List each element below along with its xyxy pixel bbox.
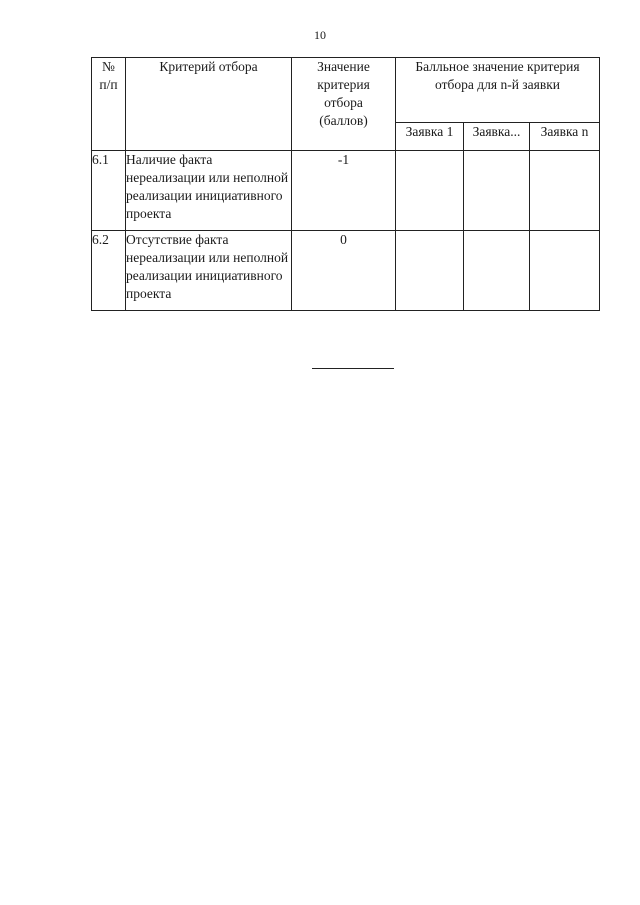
row-num: 6.2 (92, 231, 126, 311)
end-rule (312, 368, 394, 369)
row-score-n (530, 151, 600, 231)
row-num: 6.1 (92, 151, 126, 231)
row-value: -1 (292, 151, 396, 231)
row-score-2 (464, 231, 530, 311)
header-criterion: Критерий отбора (126, 58, 292, 151)
header-value (292, 58, 396, 151)
row-criterion: Отсутствие факта нереализации или неполной реализации инициативного проекта (126, 231, 292, 311)
header-application-n: Заявка n (530, 123, 600, 151)
row-score-1 (396, 231, 464, 311)
header-row (92, 58, 600, 123)
row-value: 0 (292, 231, 396, 311)
row-score-n (530, 231, 600, 311)
header-value-label: Значение критерия отбора (баллов) (317, 59, 370, 128)
header-num-label: № п/п (99, 59, 118, 92)
row-criterion: Наличие факта нереализации или неполной реализации инициативного проекта (126, 151, 292, 231)
table-row (92, 151, 600, 231)
page-number: 10 (314, 28, 326, 42)
header-num (92, 58, 126, 151)
row-score-2 (464, 151, 530, 231)
header-score-group (396, 58, 600, 123)
header-score-group-label: Балльное значение критерия отбора для n-й заявки (415, 59, 580, 92)
header-application-ellipsis: Заявка... (464, 123, 530, 151)
header-application-1: Заявка 1 (396, 123, 464, 151)
row-score-1 (396, 151, 464, 231)
criteria-table (91, 57, 600, 311)
table-row (92, 231, 600, 311)
